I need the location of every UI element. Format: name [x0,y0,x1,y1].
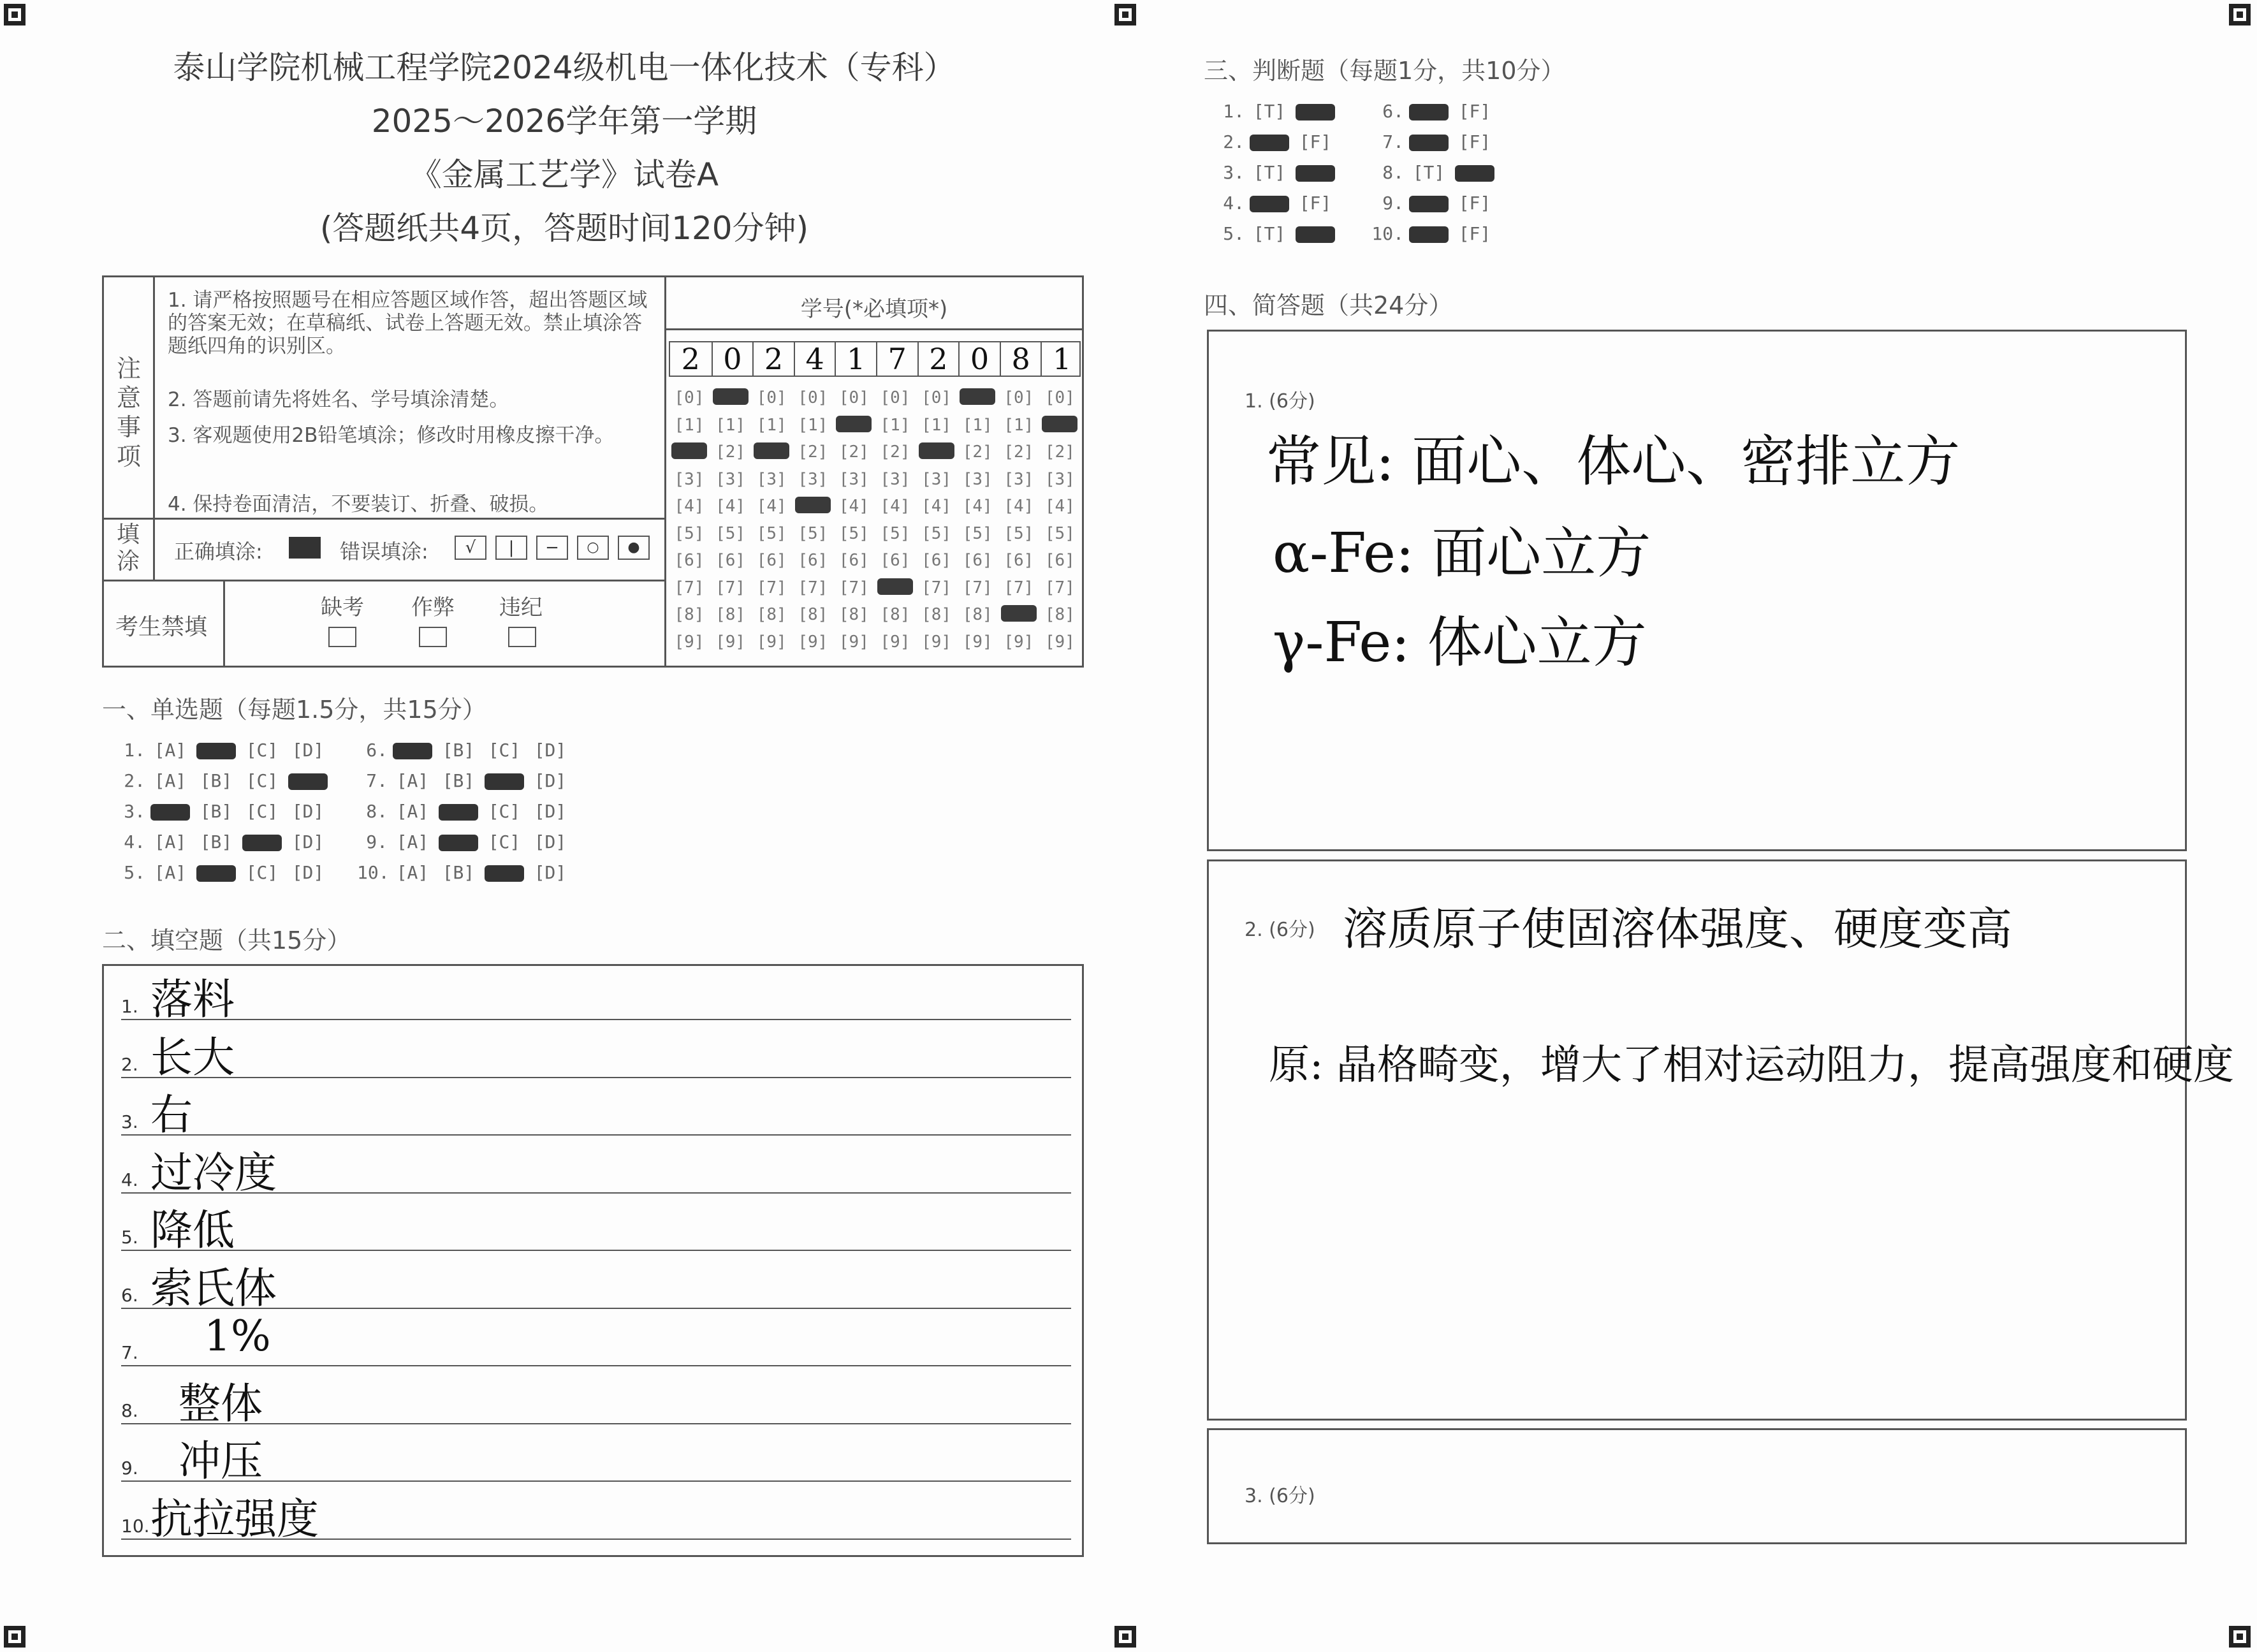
student-id-bubble-filled[interactable] [877,578,913,595]
student-id-bubble-filled[interactable] [671,442,707,459]
fill-blank-number: 2. [121,1053,138,1075]
true-false-question [1211,223,1341,244]
option-bubble-filled[interactable] [1455,165,1494,182]
option-bubble[interactable]: [F] [1458,223,1491,244]
student-id-bubble[interactable]: [5] [921,523,952,543]
student-id-bubble[interactable]: [1] [756,415,787,435]
student-id-bubble[interactable]: [0] [756,388,787,407]
student-id-bubble[interactable]: [3] [962,469,993,489]
option-bubble-filled[interactable] [242,835,282,851]
section1-title: 一、单选题（每题1.5分，共15分） [102,696,486,724]
student-id-bubble[interactable]: [9] [838,632,869,652]
fill-blank-number: 10. [121,1515,150,1537]
option-bubble[interactable]: [T] [1253,162,1286,183]
question-number: 7. [366,770,388,791]
student-id-bubble[interactable]: [1] [921,415,952,435]
student-id-bubble[interactable]: [6] [838,551,869,570]
section2-title: 二、填空题（共15分） [102,926,351,954]
student-id-digit: 0 [712,342,753,376]
q2-label: 2. (6分) [1245,919,1315,941]
student-id-bubble[interactable]: [6] [1044,551,1075,570]
question-number: 4. [124,831,145,852]
fill-blank-line [121,1134,1071,1136]
fill-example-area [104,518,666,581]
option-bubble[interactable]: [F] [1299,193,1332,214]
student-id-bubble[interactable]: [9] [798,632,828,652]
option-bubble-filled[interactable] [1409,104,1449,121]
forbidden-absent-label: 缺考 [321,595,364,620]
student-id-bubble-filled[interactable] [713,388,749,405]
student-id-digit: 2 [752,342,794,376]
student-id-bubble[interactable]: [2] [798,442,828,462]
fill-blank-number: 9. [121,1458,138,1479]
student-id-bubble[interactable]: [3] [1004,469,1034,489]
option-bubble[interactable]: [A] [154,740,187,761]
true-false-question [1371,131,1501,152]
fill-blank-number: 5. [121,1227,138,1248]
question-number: 5. [124,862,145,883]
corner-marker-top-right [2229,4,2251,26]
student-id-bubble[interactable]: [4] [1004,497,1034,516]
student-id-bubble[interactable]: [8] [838,605,869,624]
option-bubble-filled[interactable] [485,865,524,882]
student-id-bubble[interactable]: [6] [962,551,993,570]
fill-blank-answer[interactable]: 冲压 [179,1436,263,1486]
option-bubble[interactable]: [B] [200,801,233,822]
option-bubble[interactable]: [F] [1458,193,1491,214]
student-id-bubble[interactable]: [0] [674,388,705,407]
option-bubble[interactable]: [D] [534,801,567,822]
student-id-digit: 8 [1000,342,1041,376]
student-id-digits[interactable] [669,341,1081,377]
exam-info: (答题纸共4页，答题时间120分钟) [319,210,809,247]
option-bubble[interactable]: [D] [534,770,567,791]
wrong-fill-label: 错误填涂: [340,539,428,564]
option-bubble-filled[interactable] [439,804,478,821]
question-number: 9. [1382,193,1404,214]
option-bubble-filled[interactable] [485,773,524,790]
forbidden-violation-label: 违纪 [499,595,543,620]
student-id-bubble[interactable]: [1] [715,415,746,435]
single-choice-question [357,831,576,852]
true-false-question [1371,101,1501,122]
student-id-digit: 7 [876,342,917,376]
student-id-bubble[interactable]: [3] [880,469,910,489]
student-id-bubble[interactable]: [3] [1044,469,1075,489]
student-id-bubble-filled[interactable] [919,442,954,459]
option-bubble[interactable]: [A] [396,801,429,822]
single-choice-question [115,770,334,791]
short-answer-q1-box[interactable] [1207,330,2187,851]
fill-blank-number: 7. [121,1342,138,1363]
question-number: 4. [1223,193,1245,214]
true-false-question [1371,162,1501,183]
student-id-bubble[interactable]: [4] [715,497,746,516]
student-id-bubble[interactable]: [3] [921,469,952,489]
student-id-bubble-filled[interactable] [960,388,995,405]
student-id-bubble[interactable]: [3] [715,469,746,489]
student-id-bubble[interactable]: [7] [715,578,746,597]
notice-item-2: 2. 答题前请先将姓名、学号填涂清楚。 [168,388,509,411]
corner-marker-bottom-right [2229,1626,2251,1648]
student-id-bubble[interactable]: [9] [756,632,787,652]
question-number: 9. [366,831,388,852]
option-bubble[interactable]: [A] [396,831,429,852]
question-number: 10. [1371,223,1404,244]
option-bubble[interactable]: [T] [1412,162,1445,183]
student-id-bubble[interactable]: [7] [838,578,869,597]
corner-marker-bottom-center [1114,1626,1136,1648]
student-id-area [666,277,1082,666]
option-bubble[interactable]: [B] [200,770,233,791]
student-id-label: 学号(*必填项*) [800,296,948,322]
student-id-bubble[interactable]: [9] [674,632,705,652]
fill-blank-line [121,1019,1071,1020]
student-id-bubble[interactable]: [8] [715,605,746,624]
student-id-bubble-filled[interactable] [836,416,872,432]
fill-blank-answer[interactable]: 整体 [179,1378,263,1428]
option-bubble-filled[interactable] [196,743,236,759]
student-id-bubble[interactable]: [4] [921,497,952,516]
single-choice-question [357,770,576,791]
forbidden-area [104,580,666,666]
option-bubble[interactable]: [C] [245,801,279,822]
student-id-bubble[interactable]: [9] [880,632,910,652]
single-choice-question [357,740,576,761]
correct-fill-example [289,537,321,559]
option-bubble-filled[interactable] [1409,135,1449,151]
corner-marker-top-center [1114,4,1136,26]
fill-blank-line [121,1077,1071,1078]
student-id-digit: 4 [794,342,835,376]
option-bubble[interactable]: [C] [488,740,521,761]
student-id-bubble[interactable]: [0] [1004,388,1034,407]
student-id-digit: 2 [917,342,959,376]
notice-area [104,277,666,520]
student-id-bubble[interactable]: [8] [962,605,993,624]
option-bubble-filled[interactable] [1296,165,1335,182]
question-number: 6. [366,740,388,761]
student-id-bubble[interactable]: [0] [798,388,828,407]
single-choice-question [115,740,334,761]
fill-blank-number: 8. [121,1400,138,1421]
wrong-mark-circle: ○ [577,536,609,560]
option-bubble[interactable]: [C] [245,740,279,761]
student-id-bubble[interactable]: [6] [674,551,705,570]
option-bubble[interactable]: [B] [442,740,475,761]
option-bubble[interactable]: [A] [154,831,187,852]
student-id-bubble[interactable]: [2] [1044,442,1075,462]
student-id-bubble-filled[interactable] [1042,416,1077,432]
student-id-bubble[interactable]: [5] [715,523,746,543]
fill-blank-number: 6. [121,1284,138,1306]
option-bubble[interactable]: [D] [534,740,567,761]
forbidden-cheat-label: 作弊 [411,595,455,620]
notice-item-4: 4. 保持卷面清洁，不要装订、折叠、破损。 [168,493,549,516]
student-id-bubble[interactable]: [6] [880,551,910,570]
student-id-bubble[interactable]: [8] [756,605,787,624]
option-bubble-filled[interactable] [439,835,478,851]
notice-side-label: 注意事项 [117,355,142,471]
fill-blank-number: 1. [121,996,138,1017]
option-bubble-filled[interactable] [150,804,190,821]
student-id-bubble[interactable]: [3] [756,469,787,489]
section4-title: 四、简答题（共24分） [1204,291,1453,319]
short-answer-q2-box[interactable] [1207,859,2234,1421]
student-id-bubble[interactable]: [3] [838,469,869,489]
q1-answer-line-3: γ-Fe: 体心立方 [1273,611,1647,675]
option-bubble[interactable]: [B] [442,770,475,791]
student-id-bubble[interactable]: [6] [1004,551,1034,570]
student-id-bubble[interactable]: [4] [962,497,993,516]
option-bubble[interactable]: [D] [291,831,325,852]
option-bubble[interactable]: [A] [396,770,429,791]
student-id-bubble[interactable]: [4] [674,497,705,516]
option-bubble[interactable]: [A] [396,862,429,883]
student-id-bubble[interactable]: [1] [880,415,910,435]
wrong-mark-dash: − [536,536,568,560]
student-id-bubble[interactable]: [4] [880,497,910,516]
option-bubble[interactable]: [C] [245,862,279,883]
question-number: 3. [1223,162,1245,183]
option-bubble[interactable]: [B] [200,831,233,852]
fill-blank-number: 3. [121,1111,138,1132]
student-id-bubble-filled[interactable] [795,497,831,513]
option-bubble[interactable]: [D] [534,862,567,883]
student-id-bubble[interactable]: [9] [1044,632,1075,652]
q2-answer-line-1: 溶质原子使固溶体强度、硬度变高 [1343,903,2012,955]
exam-term: 2025～2026学年第一学期 [371,103,757,140]
student-id-bubble[interactable]: [9] [962,632,993,652]
option-bubble-filled[interactable] [1250,196,1289,212]
student-id-bubble[interactable]: [7] [674,578,705,597]
wrong-mark-check: √ [455,536,486,560]
student-id-bubble-filled[interactable] [754,442,789,459]
student-id-bubble[interactable]: [8] [674,605,705,624]
wrong-fill-examples [455,536,650,560]
student-id-bubble[interactable]: [7] [1004,578,1034,597]
student-id-bubble[interactable]: [5] [880,523,910,543]
student-id-digit: 2 [681,342,700,376]
fill-blank-answer[interactable]: 索氏体 [150,1263,277,1313]
student-id-bubble[interactable]: [5] [674,523,705,543]
student-id-bubble[interactable]: [5] [798,523,828,543]
fill-blank-line [121,1250,1071,1251]
option-bubble[interactable]: [D] [291,862,325,883]
true-false-question [1211,101,1341,122]
fill-blank-line [121,1480,1071,1482]
exam-school-title: 泰山学院机械工程学院2024级机电一体化技术（专科） [173,49,956,86]
student-id-digit: 1 [1041,342,1082,376]
student-id-bubble[interactable]: [2] [715,442,746,462]
fill-blank-line [121,1365,1071,1366]
question-number: 7. [1382,131,1404,152]
student-id-bubble[interactable]: [7] [756,578,787,597]
student-id-bubble[interactable]: [0] [921,388,952,407]
student-id-bubble[interactable]: [0] [1044,388,1075,407]
section3-title: 三、判断题（每题1分，共10分） [1204,57,1565,85]
fill-blank-number: 4. [121,1169,138,1190]
student-id-bubble[interactable]: [5] [1044,523,1075,543]
forbidden-absent-box[interactable] [328,627,356,647]
true-false-question [1211,162,1341,183]
student-id-bubble[interactable]: [7] [798,578,828,597]
option-bubble-filled[interactable] [1296,226,1335,243]
option-bubble[interactable]: [F] [1458,101,1491,122]
forbidden-label: 考生禁填 [115,614,208,640]
option-bubble-filled[interactable] [1296,104,1335,121]
question-number: 2. [124,770,145,791]
option-bubble[interactable]: [F] [1299,131,1332,152]
option-bubble-filled[interactable] [1409,226,1449,243]
student-id-bubble-filled[interactable] [1001,605,1037,622]
student-id-bubble[interactable]: [2] [962,442,993,462]
option-bubble-filled[interactable] [1409,196,1449,212]
corner-marker-top-left [4,4,26,26]
fill-blank-line [121,1423,1071,1424]
question-number: 2. [1223,131,1245,152]
student-id-bubble[interactable]: [6] [715,551,746,570]
fill-blank-answer[interactable]: 长大 [150,1032,235,1082]
student-id-bubble[interactable]: [4] [1044,497,1075,516]
q2-answer-line-2: 原: 晶格畸变，增大了相对运动阻力，提高强度和硬度 [1269,1042,2234,1089]
student-id-digit: 1 [835,342,876,376]
student-id-bubble[interactable]: [3] [798,469,828,489]
option-bubble-filled[interactable] [196,865,236,882]
option-bubble[interactable]: [F] [1458,131,1491,152]
fill-blank-answer[interactable]: 抗拉强度 [150,1494,319,1544]
option-bubble[interactable]: [D] [291,740,325,761]
student-id-bubble[interactable]: [8] [880,605,910,624]
q1-answer-line-1: 常见: 面心、体心、密排立方 [1266,430,1961,493]
student-id-digit: 0 [958,342,1000,376]
student-id-bubble[interactable]: [8] [798,605,828,624]
option-bubble[interactable]: [C] [488,831,521,852]
student-id-bubble[interactable]: [7] [1044,578,1075,597]
student-id-bubble[interactable]: [8] [921,605,952,624]
student-id-bubble[interactable]: [5] [1004,523,1034,543]
student-id-bubble[interactable]: [2] [880,442,910,462]
wrong-mark-bar: | [495,536,527,560]
wrong-mark-dot: ● [618,536,650,560]
student-id-bubble[interactable]: [1] [798,415,828,435]
option-bubble[interactable]: [B] [442,862,475,883]
single-choice-question [357,801,576,822]
q3-label: 3. (6分) [1245,1485,1315,1507]
fill-blank-answer[interactable]: 落料 [150,975,235,1024]
student-id-bubble[interactable]: [0] [880,388,910,407]
corner-marker-bottom-left [4,1626,26,1648]
student-id-bubble[interactable]: [9] [715,632,746,652]
question-number: 6. [1382,101,1404,122]
student-id-bubble[interactable]: [2] [838,442,869,462]
option-bubble[interactable]: [T] [1253,101,1286,122]
student-id-bubble[interactable]: [4] [838,497,869,516]
fill-blank-answer[interactable]: 右 [150,1090,193,1139]
option-bubble[interactable]: [A] [154,770,187,791]
fill-side-label: 填涂 [117,522,140,574]
student-id-bubble[interactable]: [8] [1044,605,1075,624]
notice-item-1: 1. 请严格按照题号在相应答题区域作答，超出答题区域的答案无效；在草稿纸、试卷上答题无效。禁止填涂答题纸四角的识别区。 [168,289,648,358]
single-choice-question [357,862,576,883]
student-id-bubble[interactable]: [6] [798,551,828,570]
correct-fill-label: 正确填涂: [174,539,263,564]
student-id-bubble[interactable]: [9] [1004,632,1034,652]
student-id-bubble[interactable]: [6] [756,551,787,570]
option-bubble[interactable]: [D] [534,831,567,852]
question-number: 8. [366,801,388,822]
student-id-bubble[interactable]: [1] [674,415,705,435]
question-number: 10. [357,862,390,883]
question-number: 8. [1382,162,1404,183]
student-id-bubble[interactable]: [1] [1004,415,1034,435]
forbidden-cheat-box[interactable] [419,627,447,647]
student-id-bubble[interactable]: [3] [674,469,705,489]
question-number: 1. [1223,101,1245,122]
option-bubble[interactable]: [C] [488,801,521,822]
student-id-bubble[interactable]: [5] [962,523,993,543]
student-id-bubble[interactable]: [7] [921,578,952,597]
single-choice-question [115,801,334,822]
student-id-bubble[interactable]: [9] [921,632,952,652]
student-id-bubble[interactable]: [1] [962,415,993,435]
student-id-bubble[interactable]: [0] [838,388,869,407]
option-bubble[interactable]: [T] [1253,223,1286,244]
option-bubble-filled[interactable] [1250,135,1289,151]
fill-blank-answer[interactable]: 1% [204,1312,271,1361]
student-id-bubble[interactable]: [7] [962,578,993,597]
option-bubble-filled[interactable] [393,743,432,759]
single-choice-question [115,862,334,883]
student-id-bubble[interactable]: [5] [838,523,869,543]
option-bubble-filled[interactable] [288,773,328,790]
true-false-question [1371,223,1501,244]
student-id-bubble[interactable]: [5] [756,523,787,543]
notice-item-3: 3. 客观题使用2B铅笔填涂；修改时用橡皮擦干净。 [168,424,615,447]
q1-answer-line-2: α-Fe: 面心立方 [1273,522,1651,585]
fill-blank-answer[interactable]: 过冷度 [150,1148,277,1197]
question-number: 3. [124,801,145,822]
student-id-bubble[interactable]: [4] [756,497,787,516]
student-id-bubble[interactable]: [6] [921,551,952,570]
true-false-question [1211,193,1341,214]
exam-course-title: 《金属工艺学》试卷A [409,156,719,193]
short-answer-q3-box[interactable] [1207,1428,2187,1544]
option-bubble[interactable]: [C] [245,770,279,791]
q1-label: 1. (6分) [1245,390,1315,413]
fill-blank-answer[interactable]: 降低 [150,1206,235,1255]
instructions-panel [102,275,1084,668]
option-bubble[interactable]: [D] [291,801,325,822]
student-id-bubble[interactable]: [2] [1004,442,1034,462]
student-id-bubble-grid[interactable] [669,384,1081,659]
single-choice-question [115,831,334,852]
true-false-question [1371,193,1501,214]
question-number: 1. [124,740,145,761]
question-number: 5. [1223,223,1245,244]
option-bubble[interactable]: [A] [154,862,187,883]
true-false-question [1211,131,1341,152]
forbidden-violation-box[interactable] [508,627,536,647]
